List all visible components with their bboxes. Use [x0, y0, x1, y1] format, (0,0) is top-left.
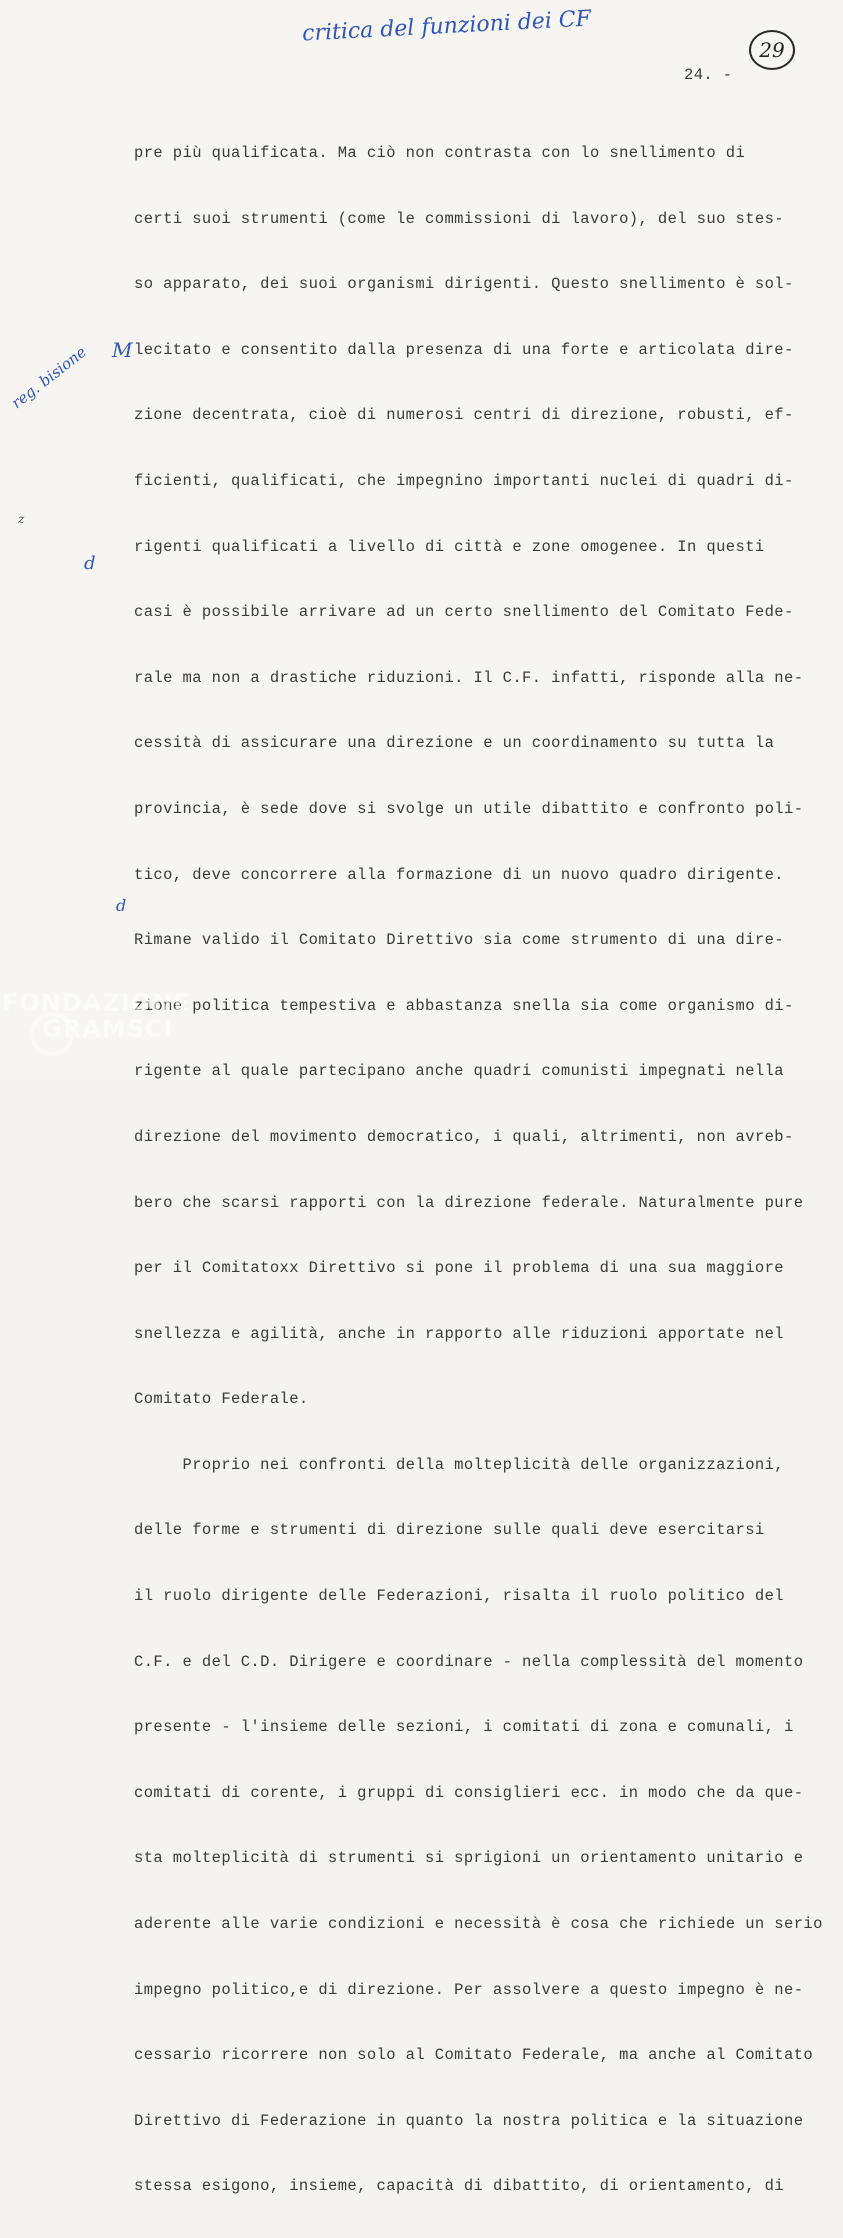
text-line: bero che scarsi rapporti con la direzione federale. Naturalmente pure	[134, 1193, 804, 1212]
text-line: rigenti qualificati a livello di città e zone omogenee. In questi	[134, 537, 765, 556]
text-line: comitati di corente, i gruppi di consiglieri ecc. in modo che da que-	[134, 1783, 804, 1802]
margin-mark: z	[18, 512, 25, 526]
text-line: direzione del movimento democratico, i quali, altrimenti, non avreb-	[134, 1127, 794, 1146]
text-line: tico, deve concorrere alla formazione di un nuovo quadro dirigente.	[134, 865, 785, 884]
circled-page-number: 29	[749, 30, 795, 70]
watermark-line: FONDAZIONE	[2, 989, 191, 1017]
text-line: presente - l'insieme delle sezioni, i comitati di zona e comunali, i	[134, 1718, 794, 1737]
text-line: Direttivo di Federazione in quanto la nostra politica e la situazione	[134, 2111, 804, 2130]
text-line: so apparato, dei suoi organismi dirigenti. Questo snellimento è sol-	[134, 275, 794, 294]
text-line: provincia, è sede dove si svolge un utile dibattito e confronto poli-	[134, 799, 804, 818]
text-line: rale ma non a drastiche riduzioni. Il C.F. infatti, risponde alla ne-	[134, 668, 804, 687]
text-line: Rimane valido il Comitato Direttivo sia come strumento di una dire-	[134, 931, 785, 950]
text-line: per il Comitatoxx Direttivo si pone il problema di una sua maggiore	[134, 1259, 785, 1278]
text-line: casi è possibile arrivare ad un certo snellimento del Comitato Fede-	[134, 603, 794, 622]
text-line: C.F. e del C.D. Dirigere e coordinare - nella complessità del momento	[134, 1652, 804, 1671]
margin-mark: M	[112, 338, 133, 362]
text-line: stessa esigono, insieme, capacità di dibattito, di orientamento, di	[134, 2177, 785, 2196]
text-line: snellezza e agilità, anche in rapporto alle riduzioni apportate nel	[134, 1324, 785, 1343]
watermark	[2, 990, 191, 1042]
typewritten-body	[134, 103, 823, 2238]
text-line: pre più qualificata. Ma ciò non contrasta con lo snellimento di	[134, 144, 746, 162]
text-line: zione politica tempestiva e abbastanza snella sia come organismo di-	[134, 996, 794, 1015]
text-line: delle forme e strumenti di direzione sulle quali deve esercitarsi	[134, 1521, 765, 1540]
handwritten-header-annotation: critica del funzioni dei CF	[301, 6, 592, 47]
text-line: impegno politico,e di direzione. Per assolvere a questo impegno è ne-	[134, 1980, 804, 1999]
text-line: aderente alle varie condizioni e necessità è cosa che richiede un serio	[134, 1915, 823, 1934]
text-line: il ruolo dirigente delle Federazioni, risalta il ruolo politico del	[134, 1587, 785, 1606]
text-line: Comitato Federale.	[134, 1390, 309, 1409]
text-line: rigente al quale partecipano anche quadri comunisti impegnati nella	[134, 1062, 785, 1081]
watermark-line: GRAMSCI	[42, 1015, 174, 1043]
text-line: zione decentrata, cioè di numerosi centri di direzione, robusti, ef-	[134, 406, 794, 425]
text-line: cessità di assicurare una direzione e un coordinamento su tutta la	[134, 734, 775, 753]
text-line: ficienti, qualificati, che impegnino importanti nuclei di quadri di-	[134, 471, 794, 490]
margin-mark: d	[84, 553, 96, 574]
text-line: cessario ricorrere non solo al Comitato Federale, ma anche al Comitato	[134, 2046, 814, 2065]
text-line: sta molteplicità di strumenti si sprigioni un orientamento unitario e	[134, 1849, 804, 1868]
margin-mark: d	[116, 896, 127, 915]
text-line: lecitato e consentito dalla presenza di una forte e articolata dire-	[134, 340, 794, 359]
text-line: Proprio nei confronti della molteplicità delle organizzazioni,	[134, 1455, 785, 1474]
page-number: 24. -	[684, 66, 733, 84]
text-line: certi suoi strumenti (come le commissioni di lavoro), del suo stes-	[134, 209, 785, 228]
handwritten-margin-note: reg. bisione	[8, 342, 90, 413]
